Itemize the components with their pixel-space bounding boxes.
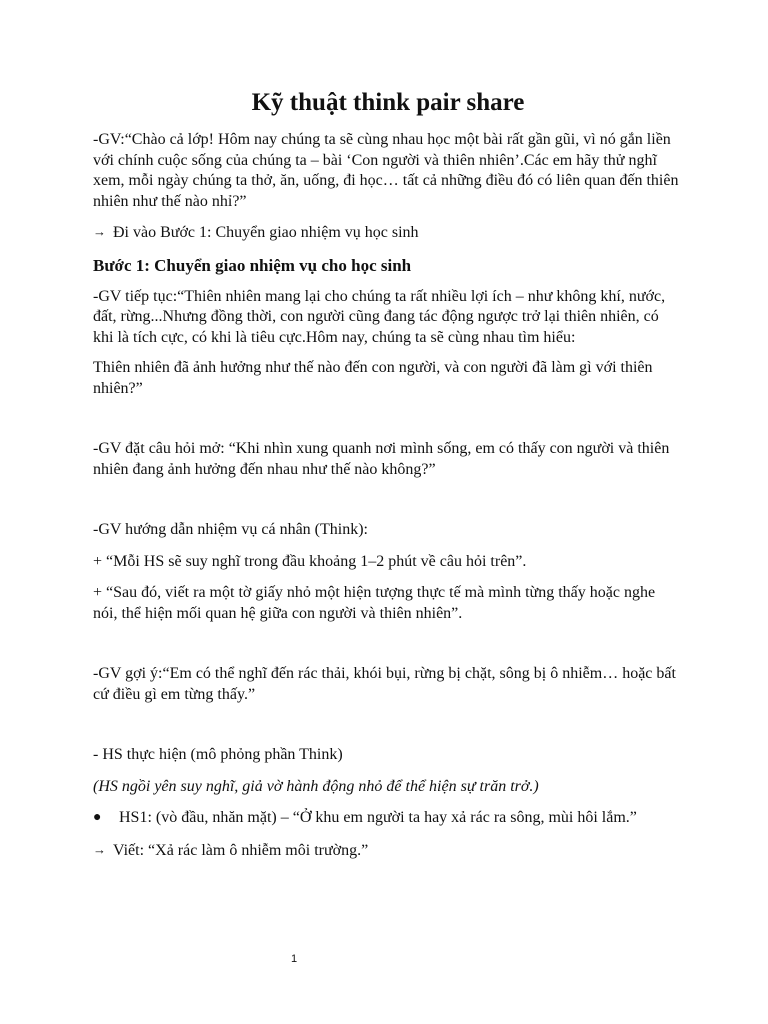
page-number: 1 (290, 953, 298, 965)
step-transition-line (93, 222, 683, 244)
step1-heading: Bước 1: Chuyển giao nhiệm vụ cho học sinh (93, 255, 412, 275)
think-task-1: + “Mỗi HS sẽ suy nghĩ trong đầu khoảng 1–2 phút về câu hỏi trên”. (93, 552, 527, 570)
stage-direction-paragraph: (HS ngồi yên suy nghĩ, giả vờ hành động nhỏ để thể hiện sự trăn trở.) (93, 777, 539, 795)
bullet-icon: ● (93, 810, 102, 825)
document-body (93, 88, 683, 861)
student-action-paragraph: - HS thực hiện (mô phỏng phần Think) (93, 746, 343, 763)
student-response-text: HS1: (vò đầu, nhăn mặt) – “Ở khu em người ta hay xả rác ra sông, mùi hôi lắm.” (119, 809, 637, 826)
arrow-icon: → (93, 841, 106, 857)
greeting-paragraph: -GV:“Chào cả lớp! Hôm nay chúng ta sẽ cùng nhau học một bài rất gần gũi, vì nó gắn liền với chính cuộc sống của chúng ta – bài ‘Con người và thiên nhiên’.Các em hãy thử nghĩ xem, mỗi ngày chúng ta thở, ăn, uống, đi học… tất cả những điều đó có liên quan đến thiên nhiên như thế nào nhỉ?” (93, 131, 679, 210)
written-answer-text: Viết: “Xả rác làm ô nhiễm môi trường.” (113, 841, 369, 859)
question-paragraph: Thiên nhiên đã ảnh hưởng như thế nào đến con người, và con người đã làm gì với thiên nhiên?” (93, 359, 653, 397)
student-response-item (93, 808, 683, 829)
teacher-continue-paragraph: -GV tiếp tục:“Thiên nhiên mang lại cho chúng ta rất nhiều lợi ích – như không khí, nước, đất, rừng...Nhưng đồng thời, con người cũng đang tác động ngược trở lại thiên nhiên, có khi là tích cực, có khi là tiêu cực.Hôm nay, chúng ta sẽ cùng nhau tìm hiểu: (93, 287, 666, 346)
written-answer-line (93, 840, 683, 862)
open-question-paragraph: -GV đặt câu hỏi mở: “Khi nhìn xung quanh nơi mình sống, em có thấy con người và thiên nhiên đang ảnh hưởng đến nhau như thế nào không?” (93, 440, 670, 478)
think-instruction-paragraph: -GV hướng dẫn nhiệm vụ cá nhân (Think): (93, 521, 368, 538)
arrow-icon: → (93, 224, 106, 239)
hint-paragraph: -GV gợi ý:“Em có thể nghĩ đến rác thải, khói bụi, rừng bị chặt, sông bị ô nhiễm… hoặc bất cứ điều gì em từng thấy.” (93, 665, 676, 703)
step-transition-text: Đi vào Bước 1: Chuyển giao nhiệm vụ học sinh (113, 224, 419, 241)
think-task-2: + “Sau đó, viết ra một tờ giấy nhỏ một hiện tượng thực tế mà mình từng thấy hoặc nghe nói, thể hiện mối quan hệ giữa con người và thiên nhiên”. (93, 584, 656, 622)
document-title: Kỹ thuật think pair share (251, 89, 525, 116)
